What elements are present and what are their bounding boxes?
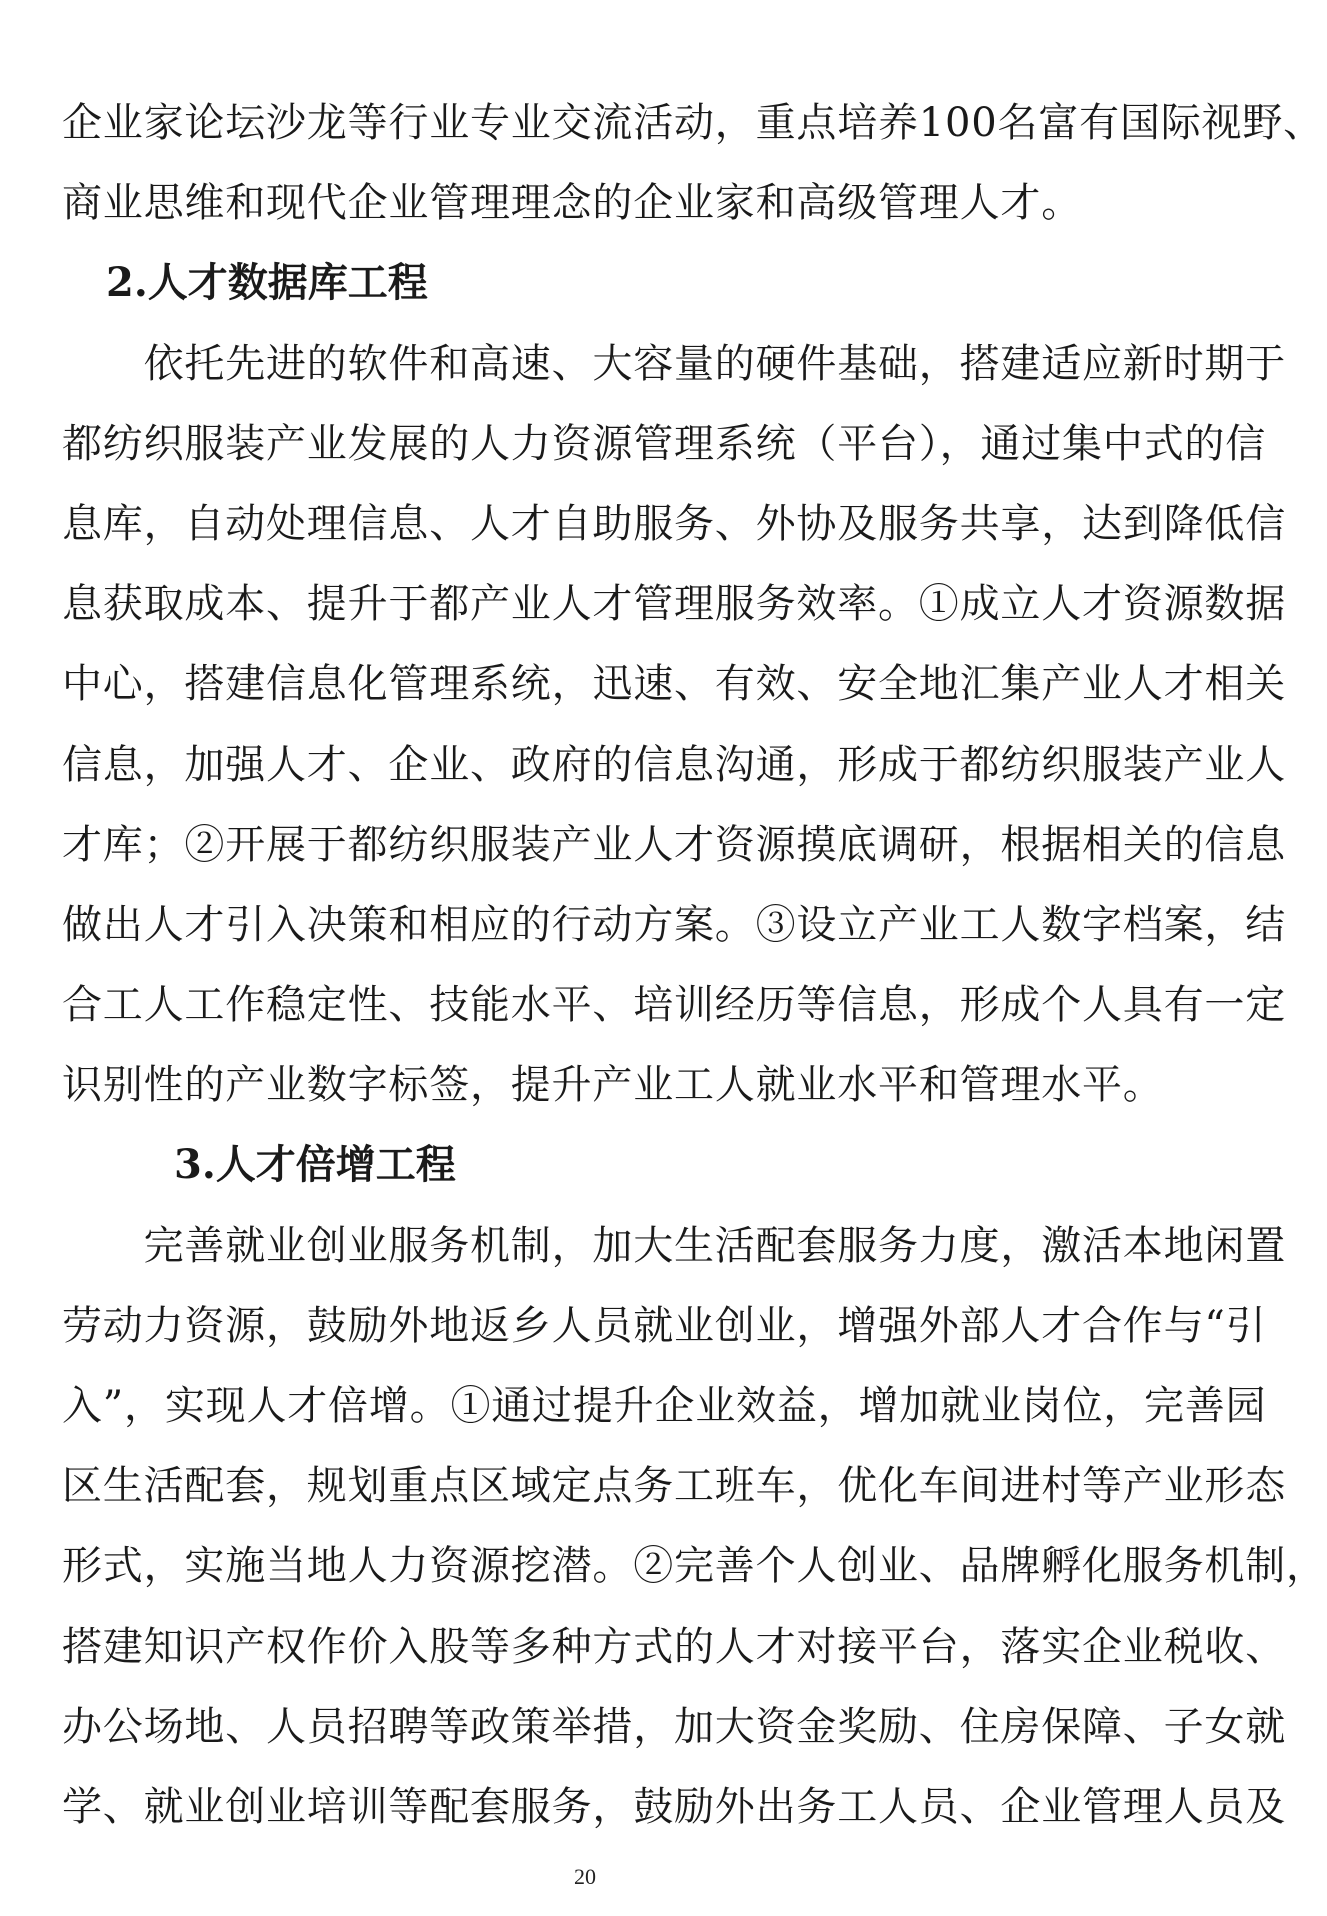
- intro-paragraph: [62, 83, 1324, 243]
- paragraph-line: 入”，实现人才倍增。①通过提升企业效益，增加就业岗位，完善园: [62, 1383, 1267, 1429]
- paragraph-line: 识别性的产业数字标签，提升产业工人就业水平和管理水平。: [62, 1062, 1164, 1109]
- paragraph-line: 信息，加强人才、企业、政府的信息沟通，形成于都纺织服装产业人: [62, 741, 1286, 788]
- paragraph-line: 依托先进的软件和高速、大容量的硬件基础，搭建适应新时期于: [62, 340, 1286, 387]
- paragraph-line: 形式，实施当地人力资源挖潜。②完善个人创业、品牌孵化服务机制，: [62, 1543, 1327, 1590]
- paragraph-line: 企业家论坛沙龙等行业专业交流活动，重点培养100名富有国际视野、: [62, 100, 1324, 146]
- paragraph-line: 做出人才引入决策和相应的行动方案。③设立产业工人数字档案，结: [62, 901, 1286, 948]
- paragraph-line: 合工人工作稳定性、技能水平、培训经历等信息，形成个人具有一定: [62, 982, 1286, 1029]
- document-page: [62, 83, 1327, 1847]
- section-3: [62, 1125, 1327, 1847]
- paragraph-line: 劳动力资源，鼓励外地返乡人员就业创业，增强外部人才合作与“引: [62, 1302, 1267, 1349]
- paragraph-line: 才库；②开展于都纺织服装产业人才资源摸底调研，根据相关的信息: [62, 821, 1286, 868]
- paragraph-line: 办公场地、人员招聘等政策举措，加大资金奖励、住房保障、子女就: [62, 1703, 1286, 1750]
- paragraph-line: 搭建知识产权作价入股等多种方式的人才对接平台，落实企业税收、: [62, 1623, 1286, 1670]
- section-heading: 3.人才倍增工程: [174, 1141, 456, 1189]
- paragraph-line: 学、就业创业培训等配套服务，鼓励外出务工人员、企业管理人员及: [62, 1783, 1286, 1830]
- section-2: [62, 243, 1286, 1125]
- paragraph-line: 区生活配套，规划重点区域定点务工班车，优化车间进村等产业形态: [62, 1463, 1286, 1510]
- paragraph-line: 完善就业创业服务机制，加大生活配套服务力度，激活本地闲置: [62, 1222, 1286, 1269]
- section-heading: 2.人才数据库工程: [106, 259, 428, 307]
- paragraph-line: 中心，搭建信息化管理系统，迅速、有效、安全地汇集产业人才相关: [62, 661, 1286, 708]
- paragraph-line: 商业思维和现代企业管理理念的企业家和高级管理人才。: [62, 180, 1082, 227]
- page-number: 20: [574, 1864, 596, 1889]
- paragraph-line: 息库，自动处理信息、人才自助服务、外协及服务共享，达到降低信: [62, 500, 1286, 547]
- paragraph-line: 都纺织服装产业发展的人力资源管理系统（平台），通过集中式的信: [62, 420, 1266, 467]
- paragraph-line: 息获取成本、提升于都产业人才管理服务效率。①成立人才资源数据: [62, 581, 1286, 628]
